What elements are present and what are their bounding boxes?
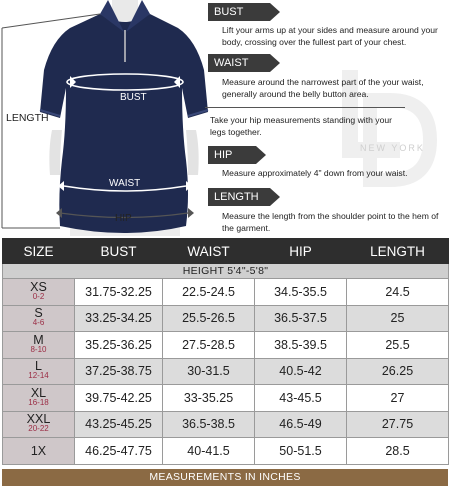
bust-tag-label: BUST: [214, 6, 244, 18]
height-row: [3, 264, 449, 279]
length-tag: [208, 188, 270, 206]
table-row: [3, 279, 449, 306]
bust-value: 39.75-42.25: [75, 385, 163, 412]
hip-tag-label: HIP: [214, 149, 233, 161]
table-row: [3, 305, 449, 332]
header-waist: WAIST: [163, 239, 255, 264]
table-header-row: [3, 239, 449, 264]
size-cell: [3, 385, 75, 412]
hip-tag: [208, 146, 256, 164]
hip-value: 34.5-35.5: [255, 279, 347, 306]
size-label: XL: [30, 385, 47, 400]
size-label: M: [33, 332, 44, 347]
us-size-range: 20-22: [28, 424, 49, 434]
size-chart-table: [2, 238, 449, 465]
bust-value: 33.25-34.25: [75, 305, 163, 332]
hip-value: 36.5-37.5: [255, 305, 347, 332]
header-length: LENGTH: [347, 239, 449, 264]
size-label: XS: [30, 279, 47, 294]
length-value: 27.75: [347, 411, 449, 438]
hip-value: 38.5-39.5: [255, 332, 347, 359]
waist-value: 25.5-26.5: [163, 305, 255, 332]
length-instruction: Measure the length from the shoulder point to the hem of the garment.: [222, 211, 439, 233]
waist-value: 30-31.5: [163, 358, 255, 385]
measurements-unit-footer: MEASUREMENTS IN INCHES: [2, 469, 448, 486]
bust-value: 43.25-45.25: [75, 411, 163, 438]
bust-instruction: Lift your arms up at your sides and measure around your body, crossing over the fullest part of your chest.: [222, 25, 438, 47]
bust-tag: [208, 3, 270, 21]
length-value: 25.5: [347, 332, 449, 359]
header-hip: HIP: [255, 239, 347, 264]
garment-illustration: [0, 0, 210, 236]
waist-tag-label: WAIST: [214, 57, 249, 69]
size-cell: [3, 305, 75, 332]
length-value: 25: [347, 305, 449, 332]
waist-instruction: Measure around the narrowest part of the your waist, generally around the belly button area.: [222, 77, 424, 99]
hip-intro-instruction: Take your hip measurements standing with your legs together.: [210, 115, 392, 137]
bust-value: 35.25-36.25: [75, 332, 163, 359]
size-cell: [3, 411, 75, 438]
us-size-range: 4-6: [32, 318, 45, 328]
us-size-range: 12-14: [28, 371, 49, 381]
us-size-range: 16-18: [28, 397, 49, 407]
header-bust: BUST: [75, 239, 163, 264]
size-label: 1X: [30, 443, 47, 458]
length-value: 28.5: [347, 438, 449, 465]
waist-value: 40-41.5: [163, 438, 255, 465]
bust-value: 37.25-38.75: [75, 358, 163, 385]
waist-tag: [208, 54, 270, 72]
divider-line: [205, 107, 405, 108]
waist-value: 33-35.25: [163, 385, 255, 412]
table-row: [3, 385, 449, 412]
size-cell: [3, 332, 75, 359]
size-cell: [3, 358, 75, 385]
waist-label: WAIST: [109, 178, 141, 189]
size-cell: [3, 438, 75, 465]
length-value: 26.25: [347, 358, 449, 385]
waist-value: 36.5-38.5: [163, 411, 255, 438]
bust-label: BUST: [120, 92, 147, 103]
waist-value: 27.5-28.5: [163, 332, 255, 359]
size-label: L: [35, 359, 42, 374]
length-value: 24.5: [347, 279, 449, 306]
table-row: [3, 358, 449, 385]
hip-label: HIP: [115, 213, 132, 224]
hip-value: 50-51.5: [255, 438, 347, 465]
size-cell: [3, 279, 75, 306]
length-tag-label: LENGTH: [214, 191, 259, 203]
hip-value: 43-45.5: [255, 385, 347, 412]
hip-instruction: Measure approximately 4" down from your waist.: [222, 168, 408, 178]
hip-value: 46.5-49: [255, 411, 347, 438]
us-size-range: 0-2: [32, 291, 45, 301]
header-size: SIZE: [3, 239, 75, 264]
size-label: S: [34, 306, 43, 321]
table-row: [3, 411, 449, 438]
us-size-range: 8-10: [30, 344, 47, 354]
height-range: HEIGHT 5'4"-5'8": [3, 264, 449, 279]
hip-value: 40.5-42: [255, 358, 347, 385]
watermark-text: NEW YORK: [360, 143, 425, 153]
table-row: [3, 332, 449, 359]
size-label: XXL: [26, 412, 51, 427]
bust-value: 46.25-47.75: [75, 438, 163, 465]
table-row: [3, 438, 449, 465]
waist-value: 22.5-24.5: [163, 279, 255, 306]
bust-value: 31.75-32.25: [75, 279, 163, 306]
length-label: LENGTH: [6, 112, 49, 124]
length-value: 27: [347, 385, 449, 412]
